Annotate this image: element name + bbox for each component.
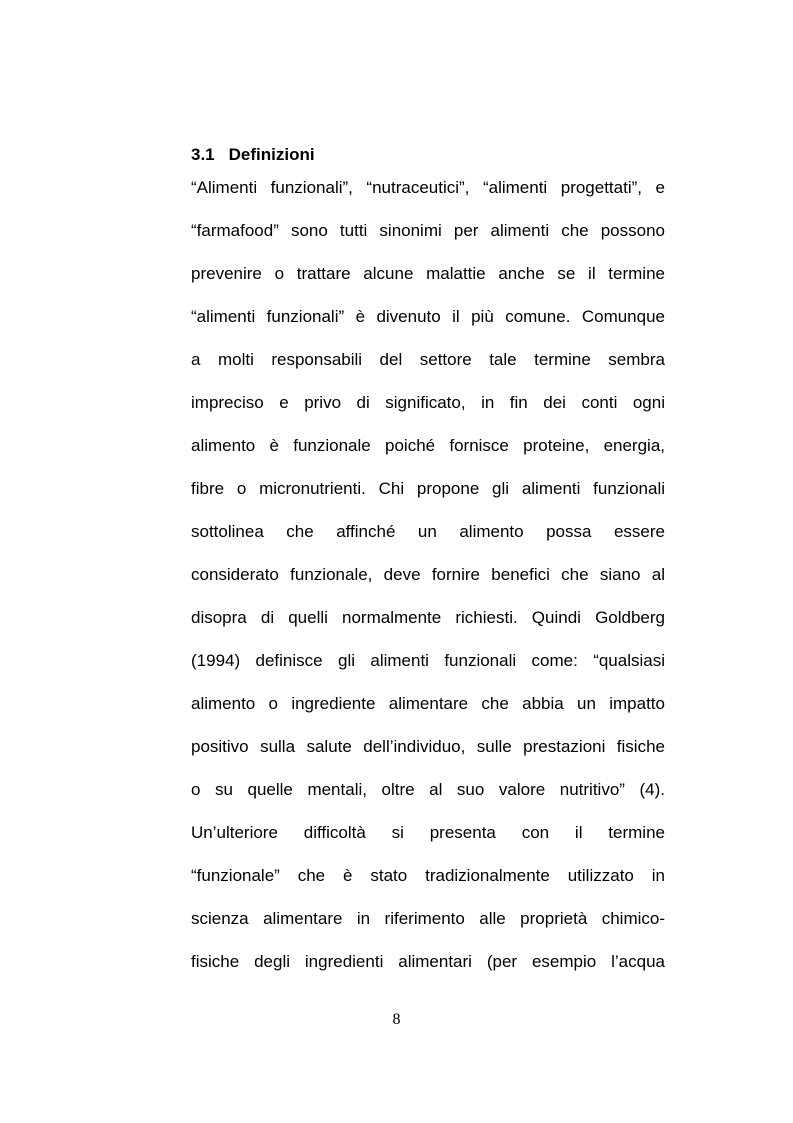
text-line: impreciso e privo di significato, in fin dei conti ogni: [191, 393, 665, 412]
section-heading: [191, 145, 315, 165]
text-line: “funzionale” che è stato tradizionalmente utilizzato in: [191, 866, 665, 885]
text-line: Un’ulteriore difficoltà si presenta con il termine: [191, 823, 665, 842]
text-line: disopra di quelli normalmente richiesti. Quindi Goldberg: [191, 608, 665, 627]
text-line: “Alimenti funzionali”, “nutraceutici”, “alimenti progettati”, e: [191, 178, 665, 197]
text-line: scienza alimentare in riferimento alle proprietà chimico-: [191, 909, 665, 928]
text-line: alimento o ingrediente alimentare che abbia un impatto: [191, 694, 665, 713]
text-line: positivo sulla salute dell’individuo, sulle prestazioni fisiche: [191, 737, 665, 756]
text-line: (1994) definisce gli alimenti funzionali come: “qualsiasi: [191, 651, 665, 670]
text-line: considerato funzionale, deve fornire benefici che siano al: [191, 565, 665, 584]
section-title: Definizioni: [228, 145, 315, 164]
text-line: fibre o micronutrienti. Chi propone gli alimenti funzionali: [191, 479, 665, 498]
text-line: “farmafood” sono tutti sinonimi per alimenti che possono: [191, 221, 665, 240]
text-line: alimento è funzionale poiché fornisce proteine, energia,: [191, 436, 665, 455]
text-line: fisiche degli ingredienti alimentari (per esempio l’acqua: [191, 952, 665, 971]
text-line: o su quelle mentali, oltre al suo valore nutritivo” (4).: [191, 780, 665, 799]
text-line: sottolinea che affinché un alimento possa essere: [191, 522, 665, 541]
text-line: prevenire o trattare alcune malattie anche se il termine: [191, 264, 665, 283]
section-number: 3.1: [191, 145, 215, 164]
text-line: a molti responsabili del settore tale termine sembra: [191, 350, 665, 369]
body-paragraph: [191, 177, 665, 994]
page-number: 8: [392, 1011, 401, 1028]
text-line: “alimenti funzionali” è divenuto il più comune. Comunque: [191, 307, 665, 326]
